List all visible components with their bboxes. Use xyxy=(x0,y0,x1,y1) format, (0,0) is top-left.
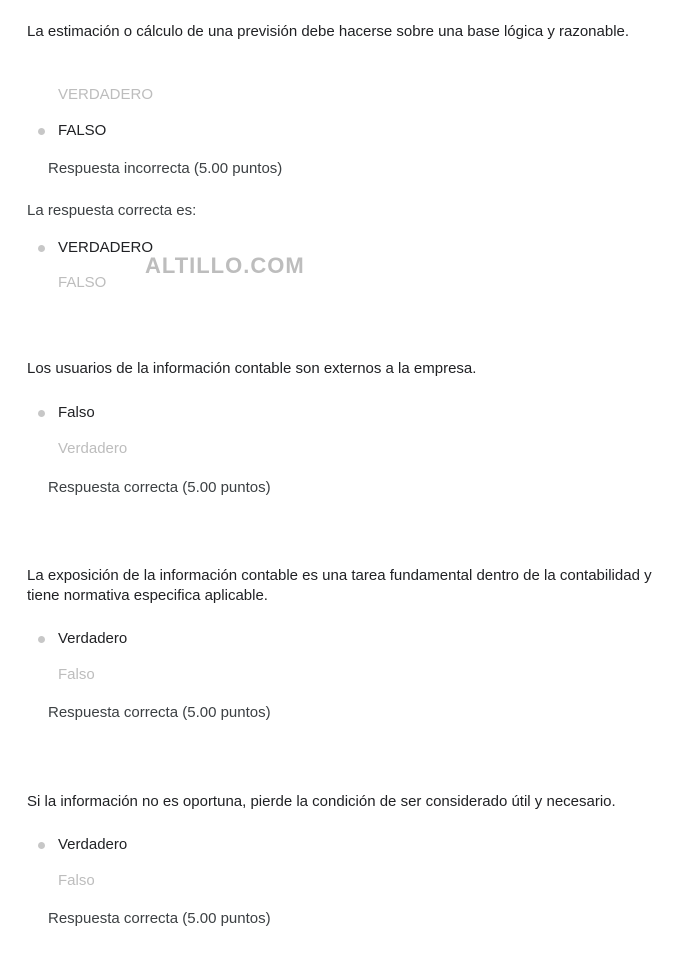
q3-result: Respuesta correcta (5.00 puntos) xyxy=(48,704,271,721)
correct-radio-icon xyxy=(38,245,45,252)
q1-option-falso[interactable]: FALSO xyxy=(58,122,107,139)
selected-radio-icon xyxy=(38,636,45,643)
selected-radio-icon xyxy=(38,410,45,417)
question-4-text: Si la información no es oportuna, pierde la condición de ser considerado útil y necesario. xyxy=(27,793,616,810)
q4-option-falso[interactable]: Falso xyxy=(58,872,95,889)
q2-result: Respuesta correcta (5.00 puntos) xyxy=(48,479,271,496)
q1-correct-option-verdadero: VERDADERO xyxy=(58,239,154,256)
q4-option-verdadero[interactable]: Verdadero xyxy=(58,836,128,853)
q1-correct-answer-label: La respuesta correcta es: xyxy=(27,202,197,219)
selected-radio-icon xyxy=(38,128,45,135)
watermark-logo: ALTILLO.COM xyxy=(145,253,305,278)
selected-radio-icon xyxy=(38,842,45,849)
q2-option-falso[interactable]: Falso xyxy=(58,404,95,421)
q3-option-falso[interactable]: Falso xyxy=(58,666,95,683)
q2-option-verdadero[interactable]: Verdadero xyxy=(58,440,128,457)
question-3-text: La exposición de la información contable es una tarea fundamental dentro de la contabilidad y tiene normativa especifica aplicable. xyxy=(27,567,652,604)
q3-option-verdadero[interactable]: Verdadero xyxy=(58,630,128,647)
q4-result: Respuesta correcta (5.00 puntos) xyxy=(48,910,271,927)
q1-result: Respuesta incorrecta (5.00 puntos) xyxy=(48,160,283,177)
question-1-text: La estimación o cálculo de una previsión debe hacerse sobre una base lógica y razonable. xyxy=(27,23,630,40)
q1-option-verdadero[interactable]: VERDADERO xyxy=(58,86,154,103)
question-2-text: Los usuarios de la información contable son externos a la empresa. xyxy=(27,360,477,377)
q1-correct-option-falso: FALSO xyxy=(58,274,107,291)
